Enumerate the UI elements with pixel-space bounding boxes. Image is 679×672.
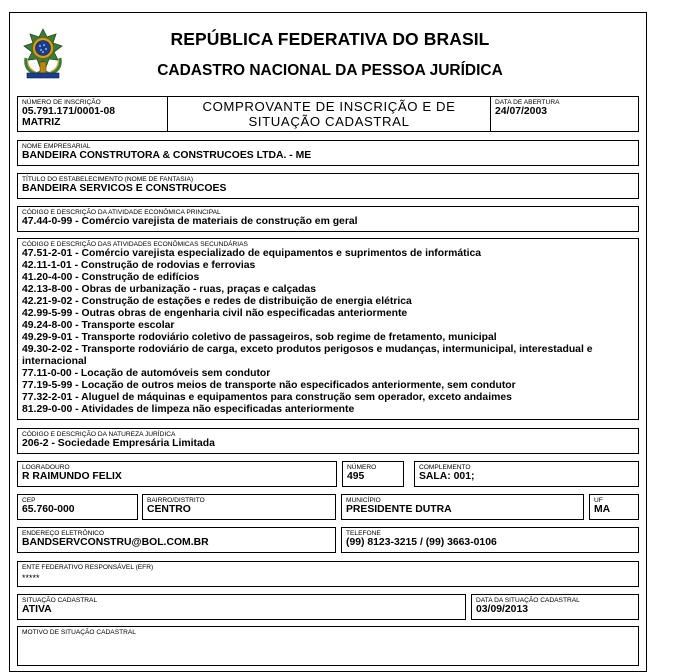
efr-value: ***** — [22, 573, 40, 583]
legal-nature-value: 206-2 - Sociedade Empresária Limitada — [22, 438, 215, 449]
district-box — [142, 494, 336, 520]
uf-value: MA — [594, 504, 611, 515]
status-date-value: 03/09/2013 — [476, 604, 529, 615]
address-number-label: NÚMERO — [347, 464, 377, 471]
secondary-activity-item: 77.11-0-00 - Locação de automóveis sem condutor — [22, 368, 271, 379]
status-value: ATIVA — [22, 604, 52, 615]
cep-label: CEP — [22, 497, 36, 504]
business-name-value: BANDEIRA CONSTRUTORA & CONSTRUCOES LTDA. - ME — [22, 150, 312, 161]
secondary-activity-item: 81.29-0-00 - Atividades de limpeza não especificadas anteriormente — [22, 404, 355, 415]
secondary-activity-item: 47.51-2-01 - Comércio varejista especializado de equipamentos e suprimentos de informática — [22, 248, 482, 259]
secondary-activities-list — [22, 248, 634, 416]
document-title-box — [167, 96, 491, 132]
document-title-line1: COMPROVANTE DE INSCRIÇÃO E DE — [202, 99, 456, 114]
secondary-activity-item: 42.13-8-00 - Obras de urbanização - ruas, praças e calçadas — [22, 284, 316, 295]
complement-value: SALA: 001; — [419, 471, 475, 482]
uf-box — [589, 494, 639, 520]
business-name-box — [17, 140, 639, 166]
street-box — [17, 461, 337, 487]
opening-date-label: DATA DE ABERTURA — [495, 99, 560, 106]
secondary-activity-item: 49.29-9-01 - Transporte rodoviário coletivo de passageiros, sob regime de fretamento, municipal — [22, 332, 497, 343]
city-label: MUNICÍPIO — [346, 497, 381, 504]
status-label: SITUAÇÃO CADASTRAL — [22, 597, 98, 604]
phone-label: TELEFONE — [346, 530, 381, 537]
status-reason-label: MOTIVO DE SITUAÇÃO CADASTRAL — [22, 629, 136, 636]
efr-box — [17, 561, 639, 587]
legal-nature-label: CÓDIGO E DESCRIÇÃO DA NATUREZA JURÍDICA — [22, 431, 176, 438]
secondary-activities-box — [17, 238, 639, 420]
secondary-activity-item: 41.20-4-00 - Construção de edifícios — [22, 272, 200, 283]
secondary-activity-item: 49.30-2-02 - Transporte rodoviário de carga, exceto produtos perigosos e mudanças, intermunicipal, interestadual e — [22, 344, 593, 355]
city-value: PRESIDENTE DUTRA — [346, 504, 452, 515]
legal-nature-box — [17, 428, 639, 454]
district-value: CENTRO — [147, 504, 191, 515]
business-name-label: NOME EMPRESARIAL — [22, 143, 91, 150]
trade-name-label: TÍTULO DO ESTABELECIMENTO (NOME DE FANTASIA) — [22, 176, 194, 183]
status-box — [17, 594, 466, 620]
opening-date-box — [490, 96, 639, 132]
complement-box — [414, 461, 639, 487]
document-title-line2: SITUAÇÃO CADASTRAL — [248, 114, 410, 129]
status-date-box — [471, 594, 639, 620]
inscription-label: NÚMERO DE INSCRIÇÃO — [22, 99, 101, 106]
city-box — [341, 494, 584, 520]
inscription-number-box — [17, 96, 168, 132]
complement-label: COMPLEMENTO — [419, 464, 471, 471]
main-activity-value: 47.44-0-99 - Comércio varejista de materiais de construção em geral — [22, 216, 358, 227]
email-box — [17, 527, 336, 553]
trade-name-value: BANDEIRA SERVICOS E CONSTRUCOES — [22, 183, 227, 194]
street-label: LOGRADOURO — [22, 464, 70, 471]
secondary-activities-label: CÓDIGO E DESCRIÇÃO DAS ATIVIDADES ECONÔMICAS SECUNDÁRIAS — [22, 241, 248, 248]
address-number-box — [342, 461, 404, 487]
uf-label: UF — [594, 497, 603, 504]
email-label: ENDEREÇO ELETRÔNICO — [22, 530, 105, 537]
main-activity-box — [17, 206, 639, 232]
secondary-activity-item: 42.21-9-02 - Construção de estações e redes de distribuição de energia elétrica — [22, 296, 412, 307]
secondary-activity-item: 77.32-2-01 - Aluguel de máquinas e equipamentos para construção sem operador, exceto andaimes — [22, 392, 512, 403]
phone-box — [341, 527, 639, 553]
email-value: BANDSERVCONSTRU@BOL.COM.BR — [22, 537, 209, 548]
cep-box — [17, 494, 138, 520]
secondary-activity-item: 77.19-5-99 - Locação de outros meios de transporte não especificados anteriormente, sem condutor — [22, 380, 516, 391]
secondary-activity-item: 42.11-1-01 - Construção de rodovias e ferrovias — [22, 260, 256, 271]
district-label: BAIRRO/DISTRITO — [147, 497, 205, 504]
opening-date-value: 24/07/2003 — [495, 106, 548, 117]
secondary-activity-item: 49.24-8-00 - Transporte escolar — [22, 320, 175, 331]
secondary-activity-item: internacional — [22, 356, 87, 367]
phone-value: (99) 8123-3215 / (99) 3663-0106 — [346, 537, 497, 548]
status-reason-box — [17, 626, 639, 666]
street-value: R RAIMUNDO FELIX — [22, 471, 122, 482]
header-title: REPÚBLICA FEDERATIVA DO BRASIL — [170, 29, 490, 49]
secondary-activity-item: 42.99-5-99 - Outras obras de engenharia civil não especificadas anteriormente — [22, 308, 408, 319]
address-number-value: 495 — [347, 471, 365, 482]
efr-label: ENTE FEDERATIVO RESPONSÁVEL (EFR) — [22, 564, 154, 571]
brazil-coat-of-arms-icon — [22, 28, 64, 82]
cep-value: 65.760-000 — [22, 504, 75, 515]
header-subtitle: CADASTRO NACIONAL DA PESSOA JURÍDICA — [157, 62, 503, 79]
trade-name-box — [17, 173, 639, 199]
inscription-number: 05.791.171/0001-08 — [22, 106, 116, 117]
status-date-label: DATA DA SITUAÇÃO CADASTRAL — [476, 597, 580, 604]
inscription-type: MATRIZ — [22, 117, 61, 128]
main-activity-label: CÓDIGO E DESCRIÇÃO DA ATIVIDADE ECONÔMICA PRINCIPAL — [22, 209, 221, 216]
